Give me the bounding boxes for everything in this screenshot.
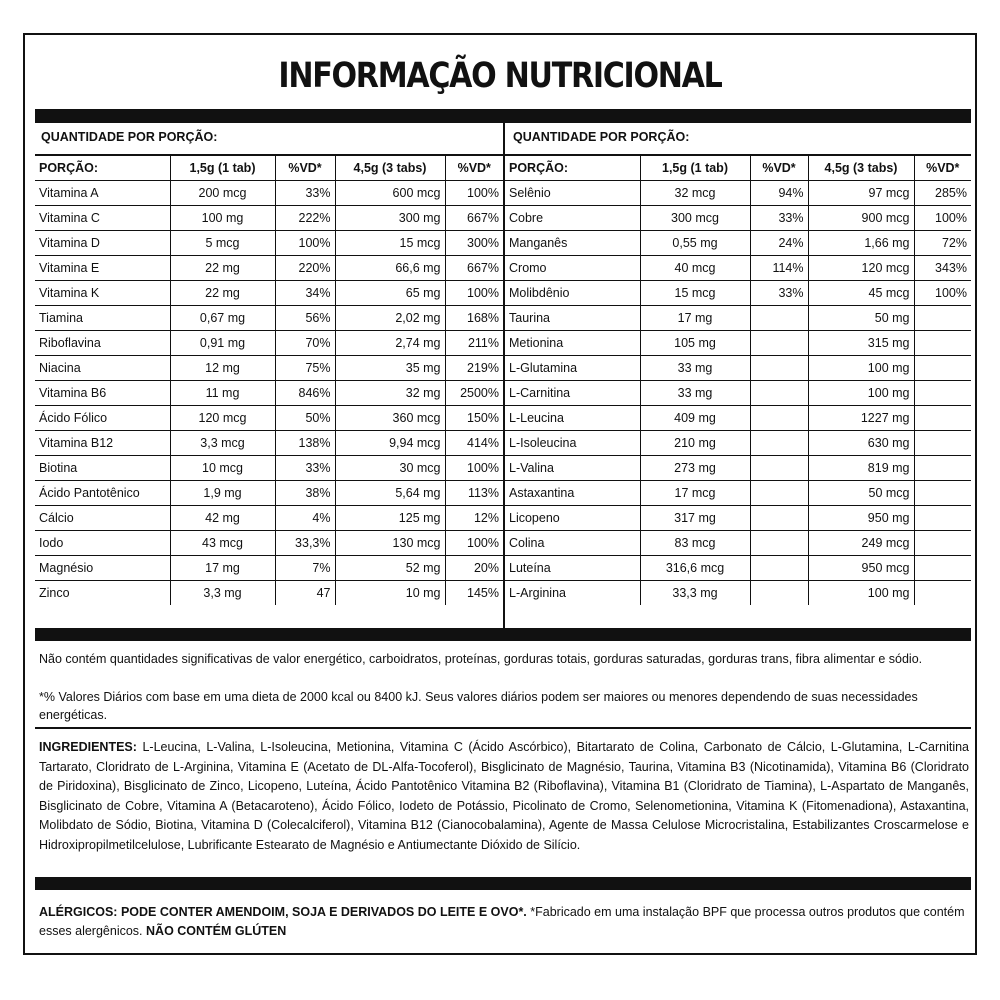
table-cell: 83 mcg [640, 530, 750, 555]
table-cell: 72% [914, 230, 971, 255]
table-cell: 22 mg [170, 255, 275, 280]
table-cell: Zinco [35, 580, 170, 605]
allergens-label: ALÉRGICOS: PODE CONTER AMENDOIM, SOJA E DERIVADOS DO LEITE E OVO*. [39, 905, 527, 919]
table-cell: 52 mg [335, 555, 445, 580]
table-cell: Selênio [505, 180, 640, 205]
middle-divider-bar [35, 628, 971, 641]
table-cell: 667% [445, 255, 503, 280]
table-row [35, 430, 503, 455]
table-row [505, 355, 971, 380]
table-cell [750, 430, 808, 455]
table-cell: 33% [750, 205, 808, 230]
table-cell: 38% [275, 480, 335, 505]
table-cell [914, 430, 971, 455]
table-cell: Riboflavina [35, 330, 170, 355]
table-cell: 1,9 mg [170, 480, 275, 505]
table-cell: 17 mcg [640, 480, 750, 505]
table-cell: Niacina [35, 355, 170, 380]
table-cell: Vitamina A [35, 180, 170, 205]
table-cell: 56% [275, 305, 335, 330]
table-cell [750, 555, 808, 580]
table-cell: Cromo [505, 255, 640, 280]
table-cell: 846% [275, 380, 335, 405]
table-cell: 75% [275, 355, 335, 380]
table-cell: 414% [445, 430, 503, 455]
table-cell [914, 380, 971, 405]
table-cell [750, 330, 808, 355]
table-row [35, 380, 503, 405]
table-cell: 316,6 mcg [640, 555, 750, 580]
table-cell: 100 mg [808, 380, 914, 405]
table-row [505, 280, 971, 305]
allergens-paragraph [39, 903, 969, 941]
column-header: PORÇÃO: [505, 155, 640, 180]
table-cell: 343% [914, 255, 971, 280]
table-row [35, 405, 503, 430]
table-row [505, 555, 971, 580]
table-cell: 114% [750, 255, 808, 280]
table-cell: 97 mcg [808, 180, 914, 205]
table-cell: 900 mcg [808, 205, 914, 230]
table-cell: 950 mcg [808, 555, 914, 580]
table-cell: 125 mg [335, 505, 445, 530]
table-cell: Tiamina [35, 305, 170, 330]
table-cell: 66,6 mg [335, 255, 445, 280]
table-cell: Vitamina B12 [35, 430, 170, 455]
table-cell: 0,67 mg [170, 305, 275, 330]
table-cell: 45 mcg [808, 280, 914, 305]
table-cell: 70% [275, 330, 335, 355]
gluten-free-statement: NÃO CONTÉM GLÚTEN [146, 924, 287, 938]
table-row [35, 505, 503, 530]
table-cell: Astaxantina [505, 480, 640, 505]
table-cell: L-Leucina [505, 405, 640, 430]
table-cell: 32 mcg [640, 180, 750, 205]
table-cell: 24% [750, 230, 808, 255]
table-cell [750, 580, 808, 605]
table-cell: 5,64 mg [335, 480, 445, 505]
table-cell: L-Glutamina [505, 355, 640, 380]
table-cell: Magnésio [35, 555, 170, 580]
table-cell [914, 405, 971, 430]
table-header-row [505, 155, 971, 180]
table-cell: Iodo [35, 530, 170, 555]
table-cell: 65 mg [335, 280, 445, 305]
table-row [35, 455, 503, 480]
table-row [505, 430, 971, 455]
table-cell: 20% [445, 555, 503, 580]
table-row [505, 255, 971, 280]
table-cell: 150% [445, 405, 503, 430]
table-row [505, 455, 971, 480]
table-cell: 300% [445, 230, 503, 255]
table-cell: 33 mg [640, 380, 750, 405]
table-cell: Vitamina C [35, 205, 170, 230]
table-cell: 33,3 mg [640, 580, 750, 605]
table-cell: 34% [275, 280, 335, 305]
table-row [35, 480, 503, 505]
table-cell: 130 mcg [335, 530, 445, 555]
table-cell: 4% [275, 505, 335, 530]
table-cell: 43 mcg [170, 530, 275, 555]
right-nutrition-table [505, 154, 971, 605]
allergens-text: *Fabricado em uma instalação BPF que processa outros produtos que contém esses alergênicos. [39, 905, 965, 938]
table-cell: 50% [275, 405, 335, 430]
table-cell: 15 mcg [335, 230, 445, 255]
table-cell: 2500% [445, 380, 503, 405]
table-cell: L-Arginina [505, 580, 640, 605]
table-cell: Taurina [505, 305, 640, 330]
no-significant-note: Não contém quantidades significativas de valor energético, carboidratos, proteínas, gorduras totais, gorduras saturadas, gorduras trans, fibra alimentar e sódio. [39, 652, 923, 666]
table-row [505, 530, 971, 555]
right-section-heading: QUANTIDADE POR PORÇÃO: [513, 130, 690, 144]
table-cell [914, 455, 971, 480]
table-cell: 50 mg [808, 305, 914, 330]
table-cell: 9,94 mcg [335, 430, 445, 455]
left-section-heading: QUANTIDADE POR PORÇÃO: [41, 130, 218, 144]
table-cell: 300 mcg [640, 205, 750, 230]
table-cell: 409 mg [640, 405, 750, 430]
table-cell [914, 580, 971, 605]
table-cell: 600 mcg [335, 180, 445, 205]
table-cell [914, 555, 971, 580]
table-cell: 100% [914, 205, 971, 230]
table-row [505, 405, 971, 430]
table-cell: 120 mcg [808, 255, 914, 280]
table-cell: 211% [445, 330, 503, 355]
table-cell: 33,3% [275, 530, 335, 555]
table-cell: Molibdênio [505, 280, 640, 305]
table-cell [750, 455, 808, 480]
table-cell: 220% [275, 255, 335, 280]
table-cell: 5 mcg [170, 230, 275, 255]
column-header: 4,5g (3 tabs) [808, 155, 914, 180]
table-cell: 7% [275, 555, 335, 580]
table-row [35, 355, 503, 380]
table-row [35, 580, 503, 605]
table-cell: 15 mcg [640, 280, 750, 305]
table-cell: 317 mg [640, 505, 750, 530]
table-cell: 30 mcg [335, 455, 445, 480]
table-row [35, 230, 503, 255]
table-cell: 145% [445, 580, 503, 605]
table-cell: 630 mg [808, 430, 914, 455]
column-header: PORÇÃO: [35, 155, 170, 180]
table-cell: 100 mg [170, 205, 275, 230]
table-cell [914, 505, 971, 530]
table-cell: 113% [445, 480, 503, 505]
table-cell [914, 480, 971, 505]
table-cell: Vitamina D [35, 230, 170, 255]
table-cell: 17 mg [170, 555, 275, 580]
table-cell: 100% [275, 230, 335, 255]
table-cell [750, 355, 808, 380]
table-row [505, 305, 971, 330]
table-cell: 100% [445, 455, 503, 480]
table-cell: 1227 mg [808, 405, 914, 430]
table-header-row [35, 155, 503, 180]
table-cell: Vitamina E [35, 255, 170, 280]
table-cell: Vitamina B6 [35, 380, 170, 405]
table-cell: 12% [445, 505, 503, 530]
table-row [35, 555, 503, 580]
table-cell: 100% [445, 180, 503, 205]
table-cell: 33% [275, 180, 335, 205]
table-row [505, 505, 971, 530]
table-cell: 32 mg [335, 380, 445, 405]
table-cell: L-Carnitina [505, 380, 640, 405]
table-cell: 2,74 mg [335, 330, 445, 355]
table-cell: 47 [275, 580, 335, 605]
table-cell: 138% [275, 430, 335, 455]
table-row [35, 280, 503, 305]
table-row [35, 530, 503, 555]
table-cell: 105 mg [640, 330, 750, 355]
table-cell: 2,02 mg [335, 305, 445, 330]
column-header: %VD* [914, 155, 971, 180]
table-cell [750, 530, 808, 555]
table-cell: 10 mcg [170, 455, 275, 480]
table-cell: 210 mg [640, 430, 750, 455]
table-cell: Luteína [505, 555, 640, 580]
ingredients-text: L-Leucina, L-Valina, L-Isoleucina, Metionina, Vitamina C (Ácido Ascórbico), Bitartarato de Colina, Carbonato de Cálcio, L-Glutamina, L-Carnitina Tartarato, Cloridrato de L-Arginina, Vitamina E (Acetato de DL-Alfa-Tocoferol), Bisglicinato de Magnésio, Taurina, Vitamina B3 (Nicotinamida), Vitamina B6 (Cloridrato de Piridoxina), Bisglicinato de Zinco, Licopeno, Luteína, Ácido Pantotênico Vitamina B2 (Riboflavina), Vitamina B1 (Cloridrato de Tiamina), L-Aspartato de Manganês, Bisglicinato de Cobre, Vitamina A (Betacaroteno), Ácido Fólico, Iodeto de Potássio, Picolinato de Cromo, Selenometionina, Vitamina K (Fitomenadiona), Astaxantina, Molibdato de Sódio, Biotina, Vitamina D (Colecalciferol), Vitamina B12 (Cianocobalamina), Agente de Massa Celulose Microcristalina, Estabilizantes Croscarmelose e Hidroxipropilmetilcelulose, Lubrificante Estearato de Magnésio e Antiumectante Dióxido de Silício. [39, 740, 969, 852]
table-row [35, 330, 503, 355]
table-cell [750, 405, 808, 430]
column-header: 4,5g (3 tabs) [335, 155, 445, 180]
table-cell [914, 330, 971, 355]
table-cell: L-Isoleucina [505, 430, 640, 455]
table-cell [914, 305, 971, 330]
table-row [505, 380, 971, 405]
table-row [35, 205, 503, 230]
left-nutrition-table [35, 154, 503, 605]
table-row [505, 205, 971, 230]
table-cell: 33% [275, 455, 335, 480]
table-row [35, 255, 503, 280]
table-row [505, 330, 971, 355]
column-header: 1,5g (1 tab) [170, 155, 275, 180]
table-cell: 1,66 mg [808, 230, 914, 255]
table-cell: 315 mg [808, 330, 914, 355]
table-cell: 50 mcg [808, 480, 914, 505]
ingredients-label: INGREDIENTES: [39, 740, 137, 754]
bottom-divider-bar [35, 877, 971, 890]
column-header: 1,5g (1 tab) [640, 155, 750, 180]
table-cell: 950 mg [808, 505, 914, 530]
table-cell: 22 mg [170, 280, 275, 305]
table-row [505, 580, 971, 605]
table-cell [914, 530, 971, 555]
table-cell: 3,3 mcg [170, 430, 275, 455]
table-cell: Colina [505, 530, 640, 555]
table-row [505, 180, 971, 205]
table-cell: 35 mg [335, 355, 445, 380]
ingredients-paragraph [39, 738, 969, 855]
table-cell: 200 mcg [170, 180, 275, 205]
table-cell: 42 mg [170, 505, 275, 530]
table-cell: 819 mg [808, 455, 914, 480]
table-cell: 0,55 mg [640, 230, 750, 255]
table-cell: 11 mg [170, 380, 275, 405]
table-cell: 219% [445, 355, 503, 380]
table-cell: 33% [750, 280, 808, 305]
page-title: INFORMAÇÃO NUTRICIONAL [278, 56, 722, 96]
table-cell: Manganês [505, 230, 640, 255]
column-header: %VD* [275, 155, 335, 180]
table-cell: 0,91 mg [170, 330, 275, 355]
column-header: %VD* [445, 155, 503, 180]
table-cell [750, 505, 808, 530]
table-cell: 100% [914, 280, 971, 305]
table-cell: 100 mg [808, 355, 914, 380]
table-cell: 285% [914, 180, 971, 205]
table-cell: L-Valina [505, 455, 640, 480]
table-cell: Licopeno [505, 505, 640, 530]
table-cell: Cobre [505, 205, 640, 230]
table-row [35, 305, 503, 330]
table-cell: 120 mcg [170, 405, 275, 430]
table-cell: Ácido Fólico [35, 405, 170, 430]
table-row [35, 180, 503, 205]
table-cell: Biotina [35, 455, 170, 480]
table-cell [750, 305, 808, 330]
table-cell: 33 mg [640, 355, 750, 380]
column-header: %VD* [750, 155, 808, 180]
table-cell: Metionina [505, 330, 640, 355]
table-cell: 100% [445, 530, 503, 555]
table-cell: Ácido Pantotênico [35, 480, 170, 505]
table-cell [914, 355, 971, 380]
table-row [505, 230, 971, 255]
ingredients-divider [35, 727, 971, 729]
table-cell: 222% [275, 205, 335, 230]
table-cell: 17 mg [640, 305, 750, 330]
table-cell: 273 mg [640, 455, 750, 480]
table-cell: 40 mcg [640, 255, 750, 280]
table-cell: Cálcio [35, 505, 170, 530]
table-cell: 100 mg [808, 580, 914, 605]
table-row [505, 480, 971, 505]
table-cell [750, 380, 808, 405]
table-cell: 100% [445, 280, 503, 305]
table-cell: 168% [445, 305, 503, 330]
table-cell: 12 mg [170, 355, 275, 380]
table-cell: 360 mcg [335, 405, 445, 430]
top-divider-bar [35, 109, 971, 123]
table-cell: 3,3 mg [170, 580, 275, 605]
table-cell: 10 mg [335, 580, 445, 605]
table-cell [750, 480, 808, 505]
daily-values-note: *% Valores Diários com base em uma dieta de 2000 kcal ou 8400 kJ. Seus valores diários podem ser maiores ou menores dependendo de suas necessidades energéticas. [39, 690, 918, 722]
table-cell: Vitamina K [35, 280, 170, 305]
table-cell: 94% [750, 180, 808, 205]
table-cell: 667% [445, 205, 503, 230]
table-cell: 249 mcg [808, 530, 914, 555]
table-cell: 300 mg [335, 205, 445, 230]
